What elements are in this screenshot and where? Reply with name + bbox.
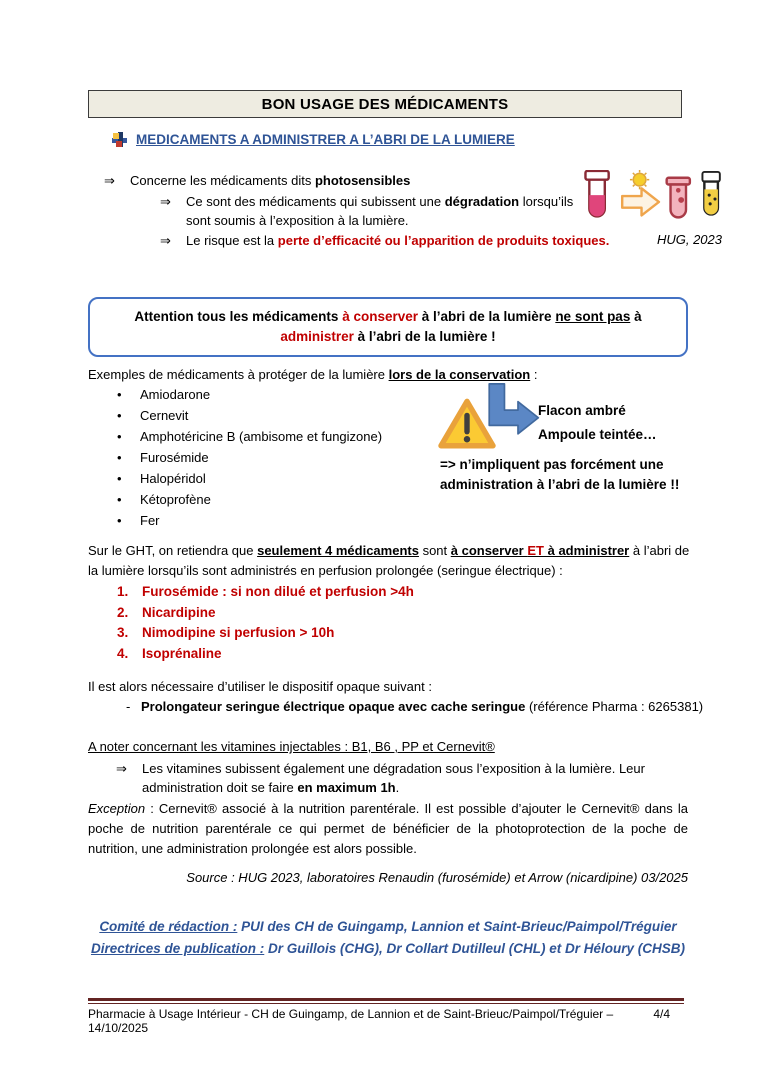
list-item: • Furosémide (117, 447, 382, 468)
list-item: • Amiodarone (117, 384, 382, 405)
list-item: • Cernevit (117, 405, 382, 426)
list-item: • Amphotéricine B (ambisome et fungizone) (117, 426, 382, 447)
colored-plus-bullet-icon (112, 132, 127, 147)
bullet-icon: • (117, 450, 122, 465)
source-citation: Source : HUG 2023, laboratoires Renaudin (furosémide) et Arrow (nicardipine) 03/2025 (186, 870, 688, 885)
double-arrow-icon: ⇒ (160, 232, 171, 248)
numbered-item: 3. Nimodipine si perfusion > 10h (117, 625, 335, 640)
bullet-icon: • (117, 513, 122, 528)
phototoxicity-illustration (578, 170, 736, 233)
intro-line-1: ⇒ Concerne les médicaments dits photosensibles (104, 171, 674, 191)
attention-callout-box: Attention tous les médicaments à conserver à l’abri de la lumière ne sont pas à administrer à l’abri de la lumière ! (88, 297, 688, 357)
exception-paragraph: Exception : Cernevit® associé à la nutrition parentérale. Il est possible d’ajouter le Cernevit® dans la poche de nutrition parentérale ce qui permet de bénéficier de la photoprotection de la poche de nutrition, une administration prolongée est alors possible. (88, 801, 688, 856)
ght-numbered-list (117, 582, 414, 664)
credits-line-2: Directrices de publication : Dr Guillois (CHG), Dr Collart Dutilleul (CHL) et Dr Héloury (CHSB) (90, 941, 686, 956)
vitamines-line: ⇒ Les vitamines subissent également une dégradation sous l’exposition à la lumière. Leur administration doit se faire en maximum 1h. (116, 759, 688, 798)
double-arrow-icon: ⇒ (116, 760, 127, 776)
list-item: • Kétoprofène (117, 489, 382, 510)
list-item: • Halopéridol (117, 468, 382, 489)
footer (88, 1007, 684, 1035)
intro-sub-line-1: ⇒ Ce sont des médicaments qui subissent une dégradation lorsqu’ils sont soumis à l’exposition à la lumière. (160, 192, 674, 231)
double-arrow-icon: ⇒ (160, 193, 171, 209)
section-heading-text: MEDICAMENTS A ADMINISTRER A L’ABRI DE LA LUMIERE (136, 132, 515, 147)
section-heading (112, 132, 515, 147)
test-tubes-sun-arrow-icon (578, 170, 736, 228)
page-title-text: BON USAGE DES MÉDICAMENTS (261, 95, 509, 113)
page-title (88, 90, 682, 118)
vitamines-heading: A noter concernant les vitamines injectables : B1, B6 , PP et Cernevit® (88, 739, 495, 754)
intro-sub-line-2: ⇒ Le risque est la perte d’efficacité ou l’apparition de produits toxiques. (160, 231, 674, 251)
numbered-item: 2. Nicardipine (117, 604, 216, 620)
warning-triangle-icon (438, 397, 496, 454)
list-item: • Fer (117, 510, 382, 531)
bullet-icon: • (117, 471, 122, 486)
bullet-icon: • (117, 492, 122, 507)
bullet-icon: • (117, 408, 122, 423)
credits-block (88, 916, 688, 960)
illustration-caption: HUG, 2023 (656, 232, 723, 247)
footer-text: Pharmacie à Usage Intérieur - CH de Guingamp, de Lannion et de Saint-Brieuc/Paimpol/Tréguier – 14/10/2025 (88, 1007, 614, 1035)
bullet-icon: • (117, 387, 122, 402)
vitamines-block (88, 737, 688, 798)
flacon-note: => n’impliquent pas forcément une administration à l’abri de la lumière !! (440, 457, 680, 492)
numbered-item: 1. Furosémide : si non dilué et perfusion >4h (117, 584, 414, 599)
dispositif-intro: Il est alors nécessaire d’utiliser le dispositif opaque suivant : (88, 679, 432, 694)
dash-bullet: - (126, 698, 131, 714)
medication-bullet-list (117, 384, 382, 531)
flacon-label: Flacon ambré Ampoule teintée… (538, 403, 657, 442)
conservation-intro: Exemples de médicaments à protéger de la lumière lors de la conservation : (88, 367, 538, 382)
underlined-group: à conserver ET à administrer (450, 543, 630, 558)
footer-divider (88, 998, 684, 1004)
double-arrow-icon: ⇒ (104, 173, 115, 188)
dispositif-item: - Prolongateur seringue électrique opaque avec cache seringue (référence Pharma : 6265381) (126, 697, 703, 717)
bullet-icon: • (117, 429, 122, 444)
dispositif-block (88, 677, 703, 716)
credits-line-1: Comité de rédaction : PUI des CH de Guingamp, Lannion et Saint-Brieuc/Paimpol/Tréguier (99, 919, 677, 934)
numbered-item: 4. Isoprénaline (117, 645, 222, 661)
page-number: 4/4 (653, 1007, 670, 1021)
ght-paragraph: Sur le GHT, on retiendra que seulement 4 médicaments sont à conserver ET à administrer à l’abri de la lumière lorsqu’ils sont administrés en perfusion prolongée (seringue électrique) : (88, 543, 690, 578)
